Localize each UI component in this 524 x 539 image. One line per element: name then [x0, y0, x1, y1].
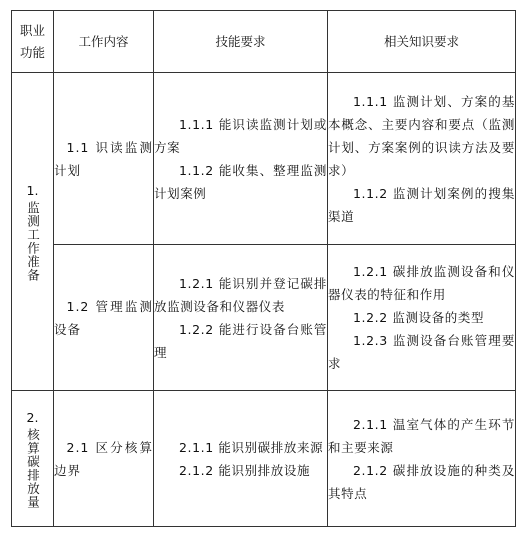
- knowledge-item: 2.1.2 碳排放设施的种类及其特点: [328, 462, 515, 501]
- work-text: 2.1 区分核算边界: [54, 439, 153, 478]
- skill-item: 1.1.1 能识读监测计划或方案: [154, 116, 327, 155]
- knowledge-item: 1.1.2 监测计划案例的搜集渠道: [328, 185, 515, 224]
- work-cell: [54, 245, 154, 391]
- header-function: [12, 11, 54, 73]
- work-cell: [54, 391, 154, 527]
- skill-item: 2.1.1 能识别碳排放来源: [179, 439, 324, 455]
- work-text: 1.1 识读监测计划: [54, 139, 153, 178]
- skill-item: 1.1.2 能收集、整理监测计划案例: [154, 162, 327, 201]
- header-row: [12, 11, 516, 73]
- skill-item: 2.1.2 能识别排放设施: [179, 462, 311, 478]
- skill-cell: [154, 73, 328, 245]
- occupational-standard-table: [11, 10, 516, 527]
- knowledge-cell: [328, 391, 516, 527]
- work-cell: [54, 73, 154, 245]
- skill-cell: [154, 391, 328, 527]
- table-row: [12, 73, 516, 245]
- function-name: 监测工作准备: [25, 201, 41, 282]
- skill-item: 1.2.2 能进行设备台账管理: [154, 321, 327, 360]
- table-row: [12, 245, 516, 391]
- header-knowledge: 相关知识要求: [328, 11, 516, 73]
- knowledge-cell: [328, 73, 516, 245]
- knowledge-item: 1.1.1 监测计划、方案的基本概念、主要内容和要点（监测计划、方案案例的识读方法及要求）: [328, 93, 515, 178]
- knowledge-item: 1.2.2 监测设备的类型: [353, 310, 485, 325]
- table-row: [12, 391, 516, 527]
- knowledge-item: 1.2.3 监测设备台账管理要求: [328, 333, 515, 371]
- header-work: 工作内容: [54, 11, 154, 73]
- skill-cell: [154, 245, 328, 391]
- function-number: 1.: [26, 183, 39, 198]
- header-skill: 技能要求: [154, 11, 328, 73]
- work-text: 1.2 管理监测设备: [54, 298, 153, 337]
- function-cell-2: [12, 391, 54, 527]
- function-name: 核算碳排放量: [25, 428, 41, 509]
- knowledge-cell: [328, 245, 516, 391]
- header-function-label: 职业功能: [19, 22, 45, 60]
- function-number: 2.: [26, 410, 39, 425]
- skill-item: 1.2.1 能识别并登记碳排放监测设备和仪器仪表: [154, 275, 327, 314]
- knowledge-item: 1.2.1 碳排放监测设备和仪器仪表的特征和作用: [328, 264, 515, 302]
- function-cell-1: [12, 73, 54, 391]
- knowledge-item: 2.1.1 温室气体的产生环节和主要来源: [328, 416, 515, 455]
